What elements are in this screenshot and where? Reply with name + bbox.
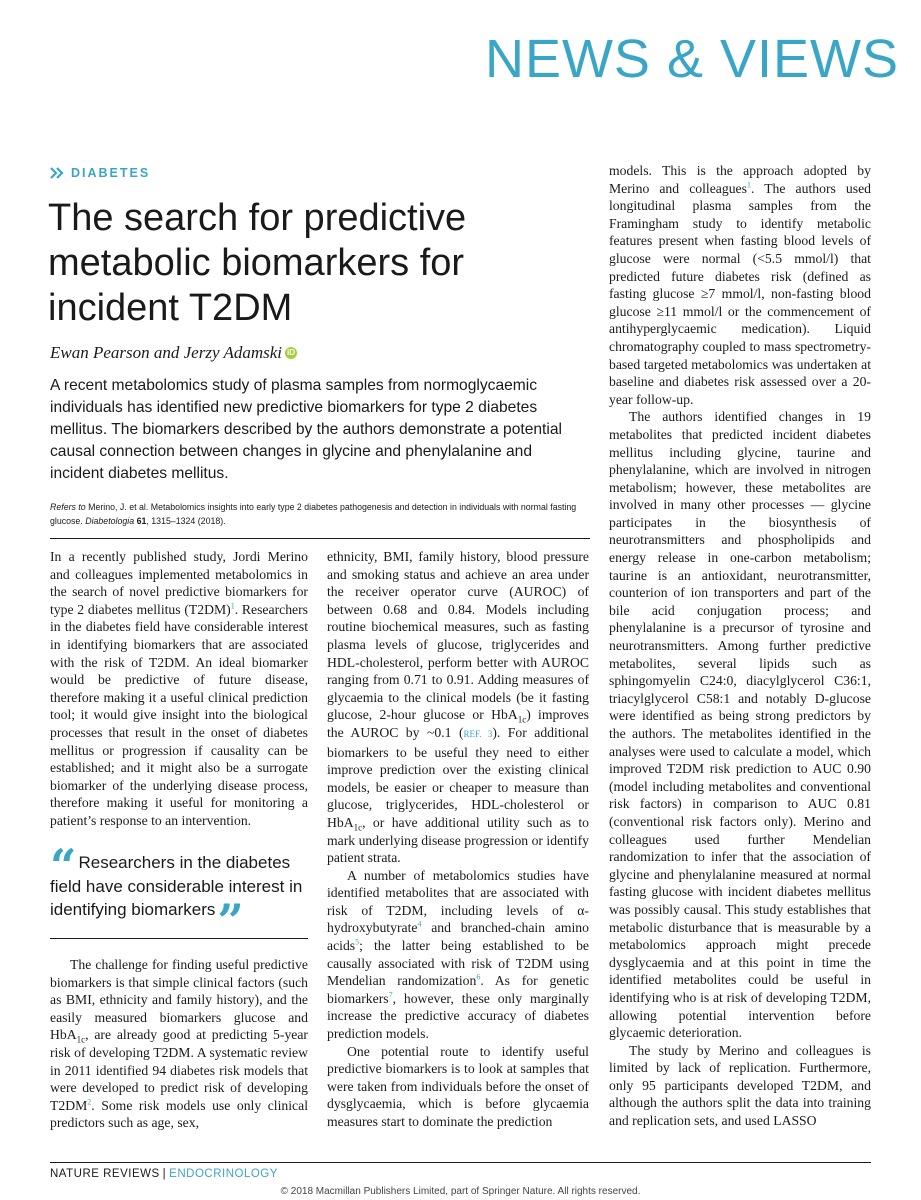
reference-link[interactable]: REF. 3: [463, 728, 493, 739]
refers-volume: 61: [136, 516, 147, 526]
pull-quote: [50, 839, 308, 948]
reference-link[interactable]: 4: [417, 919, 422, 929]
reference-link[interactable]: 2: [87, 1097, 92, 1107]
reference-link[interactable]: 5: [355, 937, 360, 947]
open-quote-icon: “: [50, 839, 77, 893]
article-title: The search for predictive metabolic biomarkers for incident T2DM: [48, 197, 467, 329]
paragraph: The challenge for finding useful predictive biomarkers is that simple clinical factors (such as BMI, ethnicity and family history), and the easily measured biomarkers glucose and HbA$_{1c}$, are already good at predicting 5-year risk of developing T2DM. A systematic review in 2011 identified 94 diabetes risk models that were developed to predict risk of developing $T2DM^2$. Some risk models use only clinical predictors such as age, sex,: [50, 957, 308, 1131]
refers-citation[interactable]: Merino, J. et al. Metabolomics insights into early type 2 diabetes pathogenesis and detection in individuals with normal fasting glucose.: [50, 502, 577, 526]
reference-link[interactable]: 1: [230, 601, 235, 611]
copyright: © 2018 Macmillan Publishers Limited, part of Springer Nature. All rights reserved.: [280, 1186, 641, 1197]
paragraph: One potential route to identify useful predictive biomarkers is to look at samples that were taken from individuals before the onset of dysglycaemia, which is before glycaemia measures start to dominate the prediction: [327, 1043, 589, 1129]
authors-text: Ewan Pearson and Jerzy Adamski: [50, 343, 282, 362]
reference-link[interactable]: 6: [476, 972, 481, 982]
refers-pages: , 1315–1324 (2018).: [146, 516, 226, 526]
reference-link[interactable]: 1: [746, 180, 751, 190]
paragraph: The authors identified changes in 19 metabolites that predicted incident diabetes mellitus including glycine, taurine and phenylalanine, which are involved in nitrogen metabolism; however, these metabolites are involved in many other processes — glycine participates in the biosynthesis of neurotransmitters and phospholipids and energy release in one-carbon metabolism; taurine is an antioxidant, neurotransmitter, counterion of ion transporters and part of the bile acid conjugation process; and phenylalanine is a precursor of tyrosine and neurotransmitters. Among further predictive metabolites, several lipids such as sphingomyelin C24:0, diacylglycerol C36:1, triacylglycerol C58:1 and notably D-glucose were identified as being strong predictors by the authors. The metabolites identified in the analyses were used to calculate a model, which improved T2DM risk prediction to AUC 0.90 (model including metabolites and conventional risk factors) in comparison to AUC 0.81 (conventional risk factors only). Merino and colleagues used further Mendelian randomization to infer that the association of glycine and phenylalanine measured at normal fasting glucose with incident diabetes mellitus was possibly causal. This study establishes that metabolic disturbance that is measurable by a metabolomics approach might precede dysglycaemia and at this point in time the identified metabolites could be useful in identifying who is at risk of developing T2DM, allowing potential intervention before glycaemic deterioration.: [609, 409, 871, 1041]
footer-journal: [50, 1168, 278, 1180]
refers-prefix: Refers to: [50, 502, 86, 512]
divider: [50, 538, 590, 539]
paragraph: The study by Merino and colleagues is limited by lack of replication. Furthermore, only 95 participants developed T2DM, and although the authors split the data into training and replication sets, and used LASSO: [609, 1042, 871, 1129]
pull-quote-divider: [50, 938, 308, 939]
column-1-top: [50, 548, 308, 830]
footer-subjournal: ENDOCRINOLOGY: [169, 1168, 278, 1180]
footer-journal-name: NATURE REVIEWS: [50, 1168, 160, 1180]
refers-journal: Diabetologia: [85, 516, 135, 526]
section-label: [50, 166, 150, 180]
reference-link[interactable]: 7: [388, 990, 393, 1000]
paragraph: A number of metabolomics studies have identified metabolites that are associated with risk of T2DM, including levels of α-hydroxybutyrate$^4$ and branched-chain amino acids$^5$; the latter being established to be causally associated with risk of T2DM using Mendelian randomization$^6$. As for genetic biomarkers$^7$, however, these only marginally increase the predictive accuracy of diabetes prediction models.: [327, 867, 590, 1042]
paragraph: ethnicity, BMI, family history, blood pressure and smoking status and achieve an area under the receiver operator curve (AUROC) of between 0.68 and 0.84. Models including routine biochemical measures, such as fasting plasma levels of glucose, triglycerides and HDL-cholesterol, perform better with AUROC ranging from 0.71 to 0.91. Adding measures of glycaemia to the clinical models (be it fasting glucose, 2-hour glucose or HbA$_{1c}$) improves the AUROC by ~0.1 (REF. 3). For additional biomarkers to be useful they need to either improve prediction over the existing clinical models, be easier or cheaper to measure than glucose, triglycerides, HDL-cholesterol or HbA$_{1c}$, or have additional utility such as to mark underlying disease progression or identify patient strata.: [327, 549, 589, 866]
column-2: [327, 548, 589, 1131]
close-quote-icon: ”: [217, 893, 244, 948]
column-1-bottom: [50, 956, 308, 1132]
orcid-icon[interactable]: iD: [287, 348, 295, 357]
column-3: [609, 162, 871, 1130]
paragraph: models. This is the approach adopted by Merino and colleagues$^1$. The authors used longitudinal plasma samples from the Framingham study to identify metabolic features present when fasting blood levels of glucose were normal (<5.5 mmol/l) that predicted future diabetes risk (defined as fasting glucose ≥7 mmol/l, non-fasting blood glucose ≥11 mmol/l or the commencement of antihyperglycaemic medication). Liquid chromatography coupled to mass spectrometry-based targeted metabolomics was undertaken at baseline and diabetes risk assessed over a 20-year follow-up.: [609, 163, 871, 407]
diabetes-section-icon: [50, 167, 65, 180]
section-label-text: DIABETES: [71, 166, 151, 180]
paragraph: In a recently published study, Jordi Merino and colleagues implemented metabolomics in the search of novel predictive biomarkers for type 2 diabetes mellitus $(T2DM)^1$. Researchers in the diabetes field have considerable interest in identifying biomarkers that are associated with the risk of T2DM. An ideal biomarker would be predictive of future disease, therefore making it a useful clinical prediction tool; it would give insight into the biological processes that result in the onset of diabetes mellitus or progression if causality can be established; and it might also be a surrogate biomarker of the underlying disease process, therefore making it useful for monitoring a patient’s response to an intervention.: [50, 549, 309, 828]
authors: [50, 343, 297, 363]
masthead: NEWS & VIEWS: [484, 29, 899, 89]
pull-quote-text: Researchers in the diabetes field have considerable interest in identifying biomarkers: [50, 853, 303, 919]
refers-to: [50, 500, 595, 528]
footer-divider: [50, 1162, 871, 1163]
footer-separator: |: [162, 1168, 167, 1180]
standfirst: A recent metabolomics study of plasma samples from normoglycaemic individuals has identified new predictive biomarkers for type 2 diabetes mellitus. The biomarkers described by the authors demonstrate a potential causal connection between changes in glycine and phenylalanine and incident diabetes mellitus.: [50, 377, 562, 482]
